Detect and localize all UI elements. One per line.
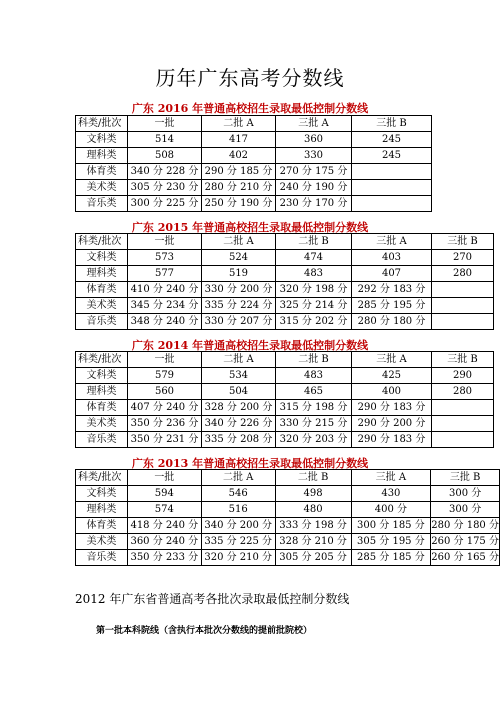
section-heading-2013: 广东 2013 年普通高校招生录取最低控制分数线 [131, 457, 369, 470]
table-cell: 350 分 236 分 [128, 416, 202, 432]
column-header: 二批 B [276, 234, 352, 250]
table-cell: 305 分 195 分 [351, 534, 431, 550]
table-cell [432, 314, 494, 330]
table-cell: 400 分 [351, 502, 431, 518]
table-cell: 260 分 175 分 [431, 534, 500, 550]
table-cell: 516 [201, 502, 275, 518]
table-cell: 280 分 210 分 [202, 180, 276, 196]
table-cell: 280 分 180 分 [431, 518, 500, 534]
row-label: 文科类 [76, 132, 128, 148]
column-header: 一批 [128, 116, 202, 132]
table-row [76, 368, 494, 384]
table-cell: 330 [276, 148, 352, 164]
table-cell: 328 分 200 分 [202, 400, 276, 416]
row-label: 音乐类 [76, 196, 128, 212]
table-cell: 335 分 225 分 [201, 534, 275, 550]
table-cell: 579 [128, 368, 202, 384]
table-cell: 280 [432, 384, 494, 400]
table-row [76, 148, 432, 164]
table-cell: 325 分 214 分 [276, 298, 352, 314]
row-label: 体育类 [76, 400, 128, 416]
table-cell: 360 [276, 132, 352, 148]
column-header: 二批 A [202, 352, 276, 368]
column-header: 一批 [128, 234, 202, 250]
row-label: 音乐类 [76, 314, 128, 330]
table-row [76, 132, 432, 148]
table-cell: 350 分 231 分 [128, 432, 202, 448]
row-label: 文科类 [76, 486, 128, 502]
table-cell: 403 [352, 250, 432, 266]
column-header: 二批 B [275, 470, 351, 486]
table-cell: 285 分 195 分 [352, 298, 432, 314]
column-header: 科类/批次 [76, 352, 128, 368]
table-row [76, 250, 494, 266]
table-cell [432, 400, 494, 416]
section-heading-2015: 广东 2015 年普通高校招生录取最低控制分数线 [131, 221, 369, 234]
table-cell: 245 [352, 132, 432, 148]
table-cell [432, 416, 494, 432]
table-cell [352, 196, 432, 212]
column-header: 三批 B [432, 352, 494, 368]
table-cell: 514 [128, 132, 202, 148]
table-row [76, 196, 432, 212]
score-table-2016 [75, 115, 432, 212]
table-cell: 574 [127, 502, 201, 518]
table-cell: 504 [202, 384, 276, 400]
table-row [76, 164, 432, 180]
table-cell: 402 [202, 148, 276, 164]
row-label: 音乐类 [76, 432, 128, 448]
column-header: 二批 A [201, 470, 275, 486]
column-header: 科类/批次 [76, 234, 128, 250]
table-cell: 519 [202, 266, 276, 282]
table-cell: 340 分 226 分 [202, 416, 276, 432]
table-cell: 305 分 205 分 [275, 550, 351, 566]
table-cell: 560 [128, 384, 202, 400]
table-row [76, 266, 494, 282]
table-cell: 573 [128, 250, 202, 266]
table-cell: 430 [351, 486, 431, 502]
table-cell: 465 [276, 384, 352, 400]
table-cell [432, 282, 494, 298]
table-cell: 483 [276, 266, 352, 282]
table-cell: 335 分 224 分 [202, 298, 276, 314]
table-cell: 498 [275, 486, 351, 502]
table-cell: 280 分 180 分 [352, 314, 432, 330]
table-header-row [76, 234, 494, 250]
column-header: 三批 A [351, 470, 431, 486]
column-header: 三批 A [352, 352, 432, 368]
row-label: 理科类 [76, 384, 128, 400]
table-cell: 330 分 200 分 [202, 282, 276, 298]
table-cell: 348 分 240 分 [128, 314, 202, 330]
table-cell: 300 分 [431, 486, 500, 502]
column-header: 三批 B [431, 470, 500, 486]
column-header: 科类/批次 [76, 116, 128, 132]
page-title: 历年广东高考分数线 [155, 66, 345, 90]
table-header-row [76, 352, 494, 368]
row-label: 美术类 [76, 534, 128, 550]
row-label: 体育类 [76, 518, 128, 534]
table-cell: 407 分 240 分 [128, 400, 202, 416]
table-cell: 320 分 198 分 [276, 282, 352, 298]
table-cell: 300 分 [431, 502, 500, 518]
row-label: 体育类 [76, 282, 128, 298]
table-cell: 333 分 198 分 [275, 518, 351, 534]
score-table-2013 [75, 469, 500, 566]
table-cell: 407 [352, 266, 432, 282]
table-cell: 577 [128, 266, 202, 282]
row-label: 美术类 [76, 298, 128, 314]
table-cell: 315 分 202 分 [276, 314, 352, 330]
table-row [76, 416, 494, 432]
row-label: 理科类 [76, 266, 128, 282]
table-row [76, 314, 494, 330]
table-cell [432, 432, 494, 448]
table-row [76, 518, 500, 534]
section-heading-2014: 广东 2014 年普通高校招生录取最低控制分数线 [131, 339, 369, 352]
table-cell: 290 分 183 分 [352, 400, 432, 416]
table-cell: 328 分 210 分 [275, 534, 351, 550]
score-table-2015 [75, 233, 494, 330]
table-cell: 230 分 170 分 [276, 196, 352, 212]
column-header: 三批 B [432, 234, 494, 250]
table-header-row [76, 470, 500, 486]
table-cell: 285 分 185 分 [351, 550, 431, 566]
table-row [76, 432, 494, 448]
row-label: 理科类 [76, 148, 128, 164]
table-cell: 524 [202, 250, 276, 266]
table-header-row [76, 116, 432, 132]
table-cell: 290 [432, 368, 494, 384]
table-cell: 418 分 240 分 [127, 518, 201, 534]
column-header: 三批 A [276, 116, 352, 132]
table-cell: 290 分 185 分 [202, 164, 276, 180]
table-cell: 300 分 225 分 [128, 196, 202, 212]
table-cell: 474 [276, 250, 352, 266]
table-cell: 350 分 233 分 [127, 550, 201, 566]
table-cell: 260 分 165 分 [431, 550, 500, 566]
table-cell [352, 180, 432, 196]
section-heading-2012: 2012 年广东省普通高考各批次录取最低控制分数线 [75, 592, 350, 606]
table-cell: 245 [352, 148, 432, 164]
row-label: 文科类 [76, 368, 128, 384]
column-header: 一批 [128, 352, 202, 368]
column-header: 二批 A [202, 116, 276, 132]
table-cell: 410 分 240 分 [128, 282, 202, 298]
table-cell: 483 [276, 368, 352, 384]
row-label: 音乐类 [76, 550, 128, 566]
table-cell [432, 298, 494, 314]
column-header: 三批 A [352, 234, 432, 250]
table-cell: 240 分 190 分 [276, 180, 352, 196]
subsection-heading: 第一批本科院线（含执行本批次分数线的提前批院校） [96, 626, 313, 636]
column-header: 二批 A [202, 234, 276, 250]
table-cell: 315 分 198 分 [276, 400, 352, 416]
table-row [76, 550, 500, 566]
table-cell: 340 分 200 分 [201, 518, 275, 534]
table-cell: 335 分 208 分 [202, 432, 276, 448]
table-row [76, 180, 432, 196]
table-row [76, 298, 494, 314]
row-label: 文科类 [76, 250, 128, 266]
row-label: 体育类 [76, 164, 128, 180]
section-heading-2016: 广东 2016 年普通高校招生录取最低控制分数线 [131, 102, 369, 115]
table-row [76, 502, 500, 518]
row-label: 美术类 [76, 416, 128, 432]
table-cell: 340 分 228 分 [128, 164, 202, 180]
table-cell: 508 [128, 148, 202, 164]
table-cell: 305 分 230 分 [128, 180, 202, 196]
table-cell: 534 [202, 368, 276, 384]
table-row [76, 400, 494, 416]
table-cell: 360 分 240 分 [127, 534, 201, 550]
table-row [76, 282, 494, 298]
column-header: 科类/批次 [76, 470, 128, 486]
table-cell: 320 分 210 分 [201, 550, 275, 566]
table-cell: 250 分 190 分 [202, 196, 276, 212]
table-row [76, 384, 494, 400]
table-cell: 417 [202, 132, 276, 148]
table-cell: 480 [275, 502, 351, 518]
table-cell: 300 分 185 分 [351, 518, 431, 534]
table-cell: 425 [352, 368, 432, 384]
column-header: 二批 B [276, 352, 352, 368]
column-header: 一批 [127, 470, 201, 486]
row-label: 理科类 [76, 502, 128, 518]
table-cell: 280 [432, 266, 494, 282]
table-cell: 400 [352, 384, 432, 400]
table-cell: 594 [127, 486, 201, 502]
column-header: 三批 B [352, 116, 432, 132]
table-cell: 330 分 215 分 [276, 416, 352, 432]
table-cell: 292 分 183 分 [352, 282, 432, 298]
table-cell: 290 分 183 分 [352, 432, 432, 448]
table-row [76, 486, 500, 502]
table-cell: 290 分 200 分 [352, 416, 432, 432]
table-cell [352, 164, 432, 180]
table-cell: 270 [432, 250, 494, 266]
table-cell: 546 [201, 486, 275, 502]
table-cell: 320 分 203 分 [276, 432, 352, 448]
table-cell: 270 分 175 分 [276, 164, 352, 180]
table-cell: 345 分 234 分 [128, 298, 202, 314]
table-cell: 330 分 207 分 [202, 314, 276, 330]
row-label: 美术类 [76, 180, 128, 196]
table-row [76, 534, 500, 550]
score-table-2014 [75, 351, 494, 448]
